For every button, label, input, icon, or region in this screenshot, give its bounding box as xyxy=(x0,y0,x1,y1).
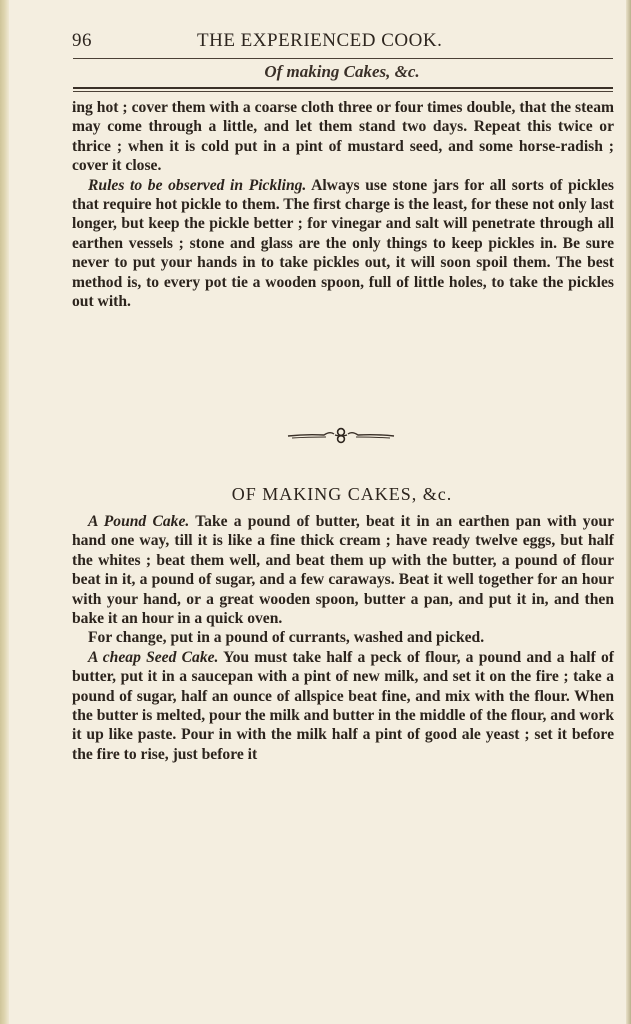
pickling-continuation: ing hot ; cover them with a coarse cloth three or four times double, that the steam may come through a little, and let them stand two days. Repeat this twice or thrice ; when it is cold put in a pint of mustard seed, and some horse-radish ; cover it close. xyxy=(72,99,614,175)
sub-head: Of making Cakes, &c. xyxy=(264,62,420,81)
header-rule-thin xyxy=(73,91,613,92)
pound-cake-paragraph xyxy=(72,512,614,628)
cakes-section xyxy=(72,512,614,764)
pickling-section xyxy=(72,98,614,311)
seed-cake-paragraph xyxy=(72,648,614,764)
page-number: 96 xyxy=(72,30,92,51)
pound-cake-text: Take a pound of butter, beat it in an earthen pan with your hand one way, till it is like a fine thick cream ; have ready twelve eggs, but half the whites ; beat them well, and beat them up with the butter, a pound of flour beat in it, a pound of sugar, and a few caraways. Beat it well together for an hour with your hand, or a great wooden spoon, butter a pan, and put it in, and then bake it an hour in a quick oven. xyxy=(72,513,614,628)
currants-note: For change, put in a pound of currants, washed and picked. xyxy=(88,629,485,647)
page-edge-right xyxy=(626,0,631,1024)
running-title: THE EXPERIENCED COOK. xyxy=(197,30,443,51)
header-rule-thick xyxy=(73,87,613,89)
header-rule-top xyxy=(73,58,613,59)
printers-ornament-icon xyxy=(286,425,396,445)
pickling-rules-text: Always use stone jars for all sorts of pickles that require hot pickle to them. The first charge is the least, for these not only last longer, but keep the pickle better ; for vinegar and salt will penetrate through all earthen vessels ; stone and glass are the only things to keep pickles in. Be sure never to put your hands in to take pickles out, it will soon spoil them. The best method is, to every pot tie a wooden spoon, full of little holes, to take the pickles out with. xyxy=(72,176,614,311)
pickling-rules-paragraph xyxy=(72,176,614,312)
seed-cake-text: You must take half a peck of flour, a pound and a half of butter, put it in a saucepan with a pint of new milk, and set it on the fire ; take a pound of sugar, half an ounce of allspice beat fine, and mix with the flour. When the butter is melted, pour the milk and butter in the middle of the flour, and work it up like paste. Pour in with the milk half a pint of good ale yeast ; set it before the fire to rise, just before it xyxy=(72,648,614,763)
section-heading: OF MAKING CAKES, &c. xyxy=(231,484,453,504)
page-edge-left xyxy=(0,0,9,1024)
pound-cake-heading: A Pound Cake. xyxy=(88,513,190,530)
pickling-rules-heading: Rules to be observed in Pickling. xyxy=(88,176,307,194)
seed-cake-heading: A cheap Seed Cake. xyxy=(88,648,219,666)
